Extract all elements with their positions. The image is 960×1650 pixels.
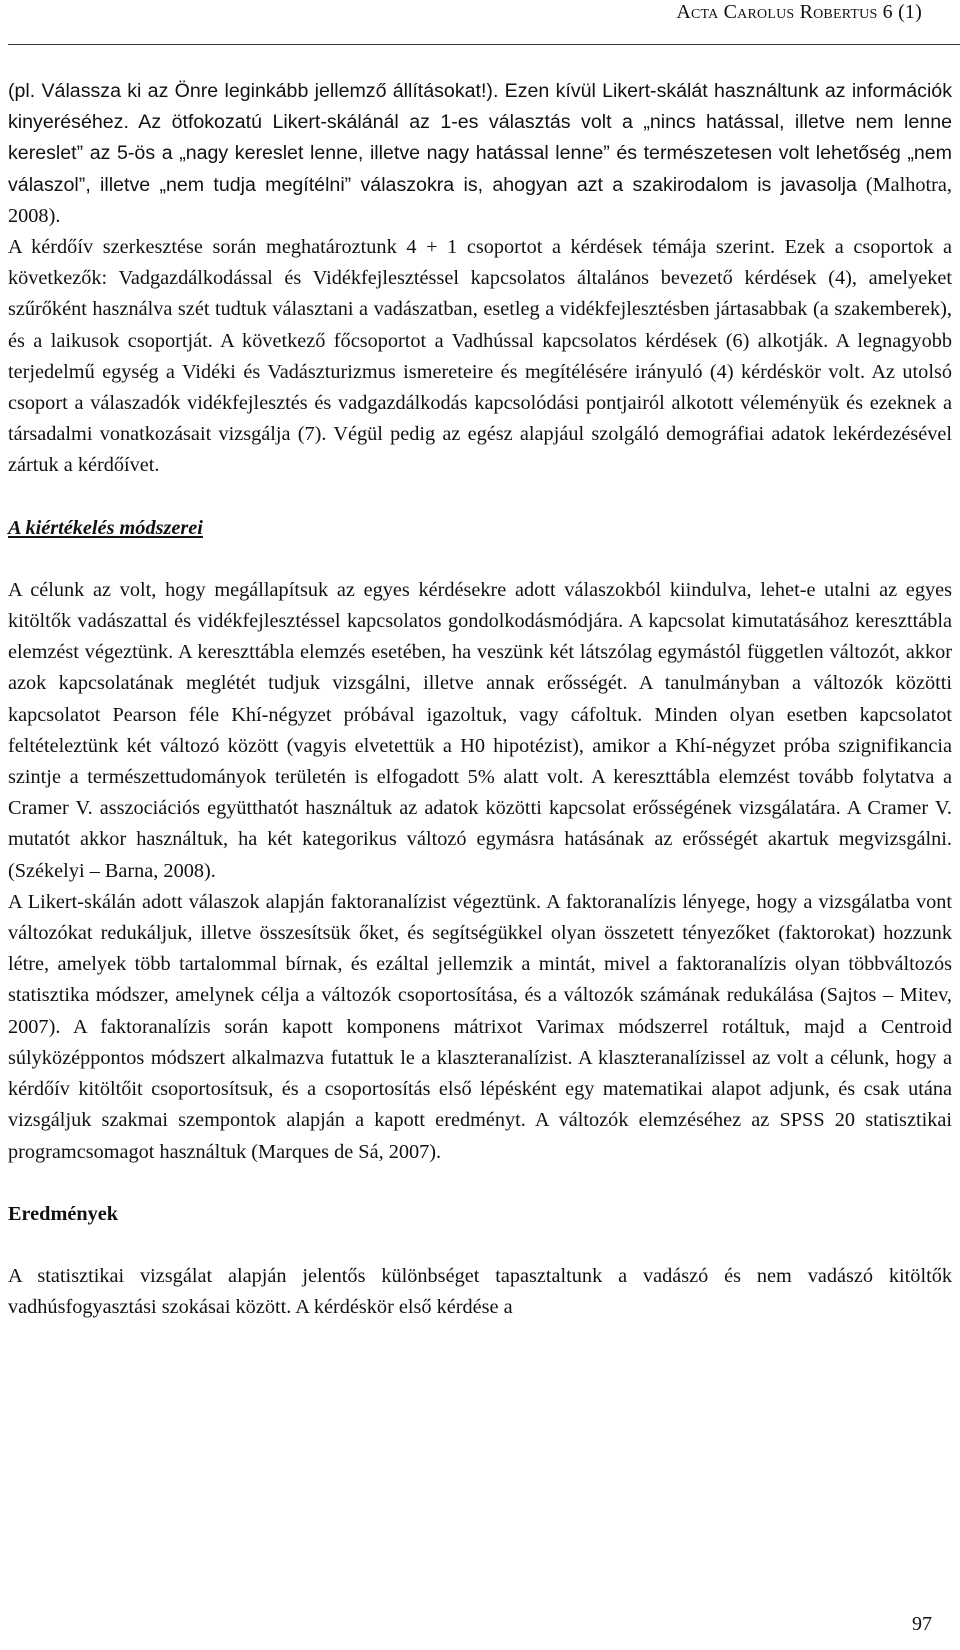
page-content [8, 76, 952, 1323]
section-title-methods: A kiértékelés módszerei [8, 516, 203, 539]
section-title-results: Eredmények [8, 1202, 119, 1225]
survey-intro-text: (pl. Válassza ki az Önre leginkább jellemző állításokat!). Ezen kívül Likert-skálát használtunk az információk kinyeréséhez. Az ötfokozatú Likert-skálánál az 1-es választás volt a „nincs hatással, illetve nem lenne kereslet” az 5-ös a „nagy kereslet lenne, illetve nagy hatással lenne” és természetesen volt lehetőség „nem válaszol”, illetve „nem tudja megítélni” válaszokra is, ahogyan azt a szakirodalom is javasolja [8, 80, 952, 196]
paragraph-question-groups: A kérdőív szerkesztése során meghatároztunk 4 + 1 csoportot a kérdések témája szerint. Ezek a csoportok a következők: Vadgazdálkodással és Vidékfejlesztéssel kapcsolatos általános bevezető kérdések (4), amelyeket szűrőként használva szét tudtuk választani a vadászatban, esetleg a vidékfejlesztésben jártasabbak (a szakemberek), és a laikusok csoportját. A következő főcsoportot a Vadhússal kapcsolatos kérdések (6) alkotják. A legnagyobb terjedelmű egység a Vidéki és Vadászturizmus ismereteire és megítélésére irányuló (4) kérdéskör volt. Az utolsó csoport a válaszadók vidékfejlesztés és vadgazdálkodás kapcsolódási pontjairól alkotott véleményük és ezeknek a társadalmi vonatkozásait vizsgálja (7). Végül pedig az egész alapjául szolgáló demográfiai adatok lekérdezésével zártuk a kérdőívet. [8, 236, 952, 477]
running-head: Acta Carolus Robertus 6 (1) [676, 1, 922, 23]
paragraph-results-intro: A statisztikai vizsgálat alapján jelentős különbséget tapasztaltunk a vadászó és nem vadászó kitöltők vadhúsfogyasztási szokásai között. A kérdéskör első kérdése a [8, 1264, 952, 1319]
paragraph-survey-intro [8, 76, 952, 232]
paragraph-factor-analysis: A Likert-skálán adott válaszok alapján faktoranalízist végeztünk. A faktoranalízis lényege, hogy a vizsgálatba vont változókat redukáljuk, illetve összesítsük őket, és segítségükkel olyan összetett tényezőket (faktorokat) hozzunk létre, amelyek több tartalommal bírnak, és ezáltal jellemzik a mintát, mivel a faktoranalízis olyan többváltozós statisztika módszer, amelynek célja a változók csoportosítása, és a változók számának redukálása (Sajtos – Mitev, 2007). A faktoranalízis során kapott komponens mátrixot Varimax módszerrel rotáltuk, majd a Centroid súlyközéppontos módszert alkalmazva futattuk le a klaszteranalízist. A klaszteranalízissel az volt a célunk, hogy a kérdőív kitöltőit csoportosítsuk, és a csoportosítás első lépésként egy matematikai alapot adjunk, és csak utána vizsgáljuk szakmai szempontok alapján a kapott eredményt. A változók elemzéséhez az SPSS 20 statisztikai programcsomagot használtuk (Marques de Sá, 2007). [8, 890, 952, 1163]
page-number: 97 [912, 1613, 932, 1635]
header-rule [8, 44, 960, 45]
paragraph-crosstab-method: A célunk az volt, hogy megállapítsuk az egyes kérdésekre adott válaszokból kiindulva, lehet-e utalni az egyes kitöltők vadászattal és vidékfejlesztéssel kapcsolatos gondolkodásmódjára. A kapcsolat kimutatásához kereszttábla elemzést végeztünk. A kereszttábla elemzés esetében, ha veszünk két látszólag egymástól független változót, akkor azok kapcsolatának meglétét tudjuk vizsgálni, illetve annak erősségét. A tanulmányban a változók közötti kapcsolatot Pearson féle Khí-négyzet próbával igazoltuk, vagy cáfoltuk. Minden olyan esetben kapcsolatot feltételeztünk két változó között (vagyis elvetettük a H0 hipotézist), amikor a Khí-négyzet próba szignifikancia szintje a természettudományok területén is elfogadott 5% alatt volt. A kereszttábla elemzést tovább folytatva a Cramer V. asszociációs együtthatót használtuk az adatok közötti kapcsolat erősségének vizsgálatára. A Cramer V. mutatót akkor használtuk, ha két kategorikus változó egymásra hatásának az erősségét akartuk megvizsgálni. (Székelyi – Barna, 2008). [8, 578, 952, 882]
survey-intro-citation: (Malhotra, 2008). [8, 173, 952, 227]
